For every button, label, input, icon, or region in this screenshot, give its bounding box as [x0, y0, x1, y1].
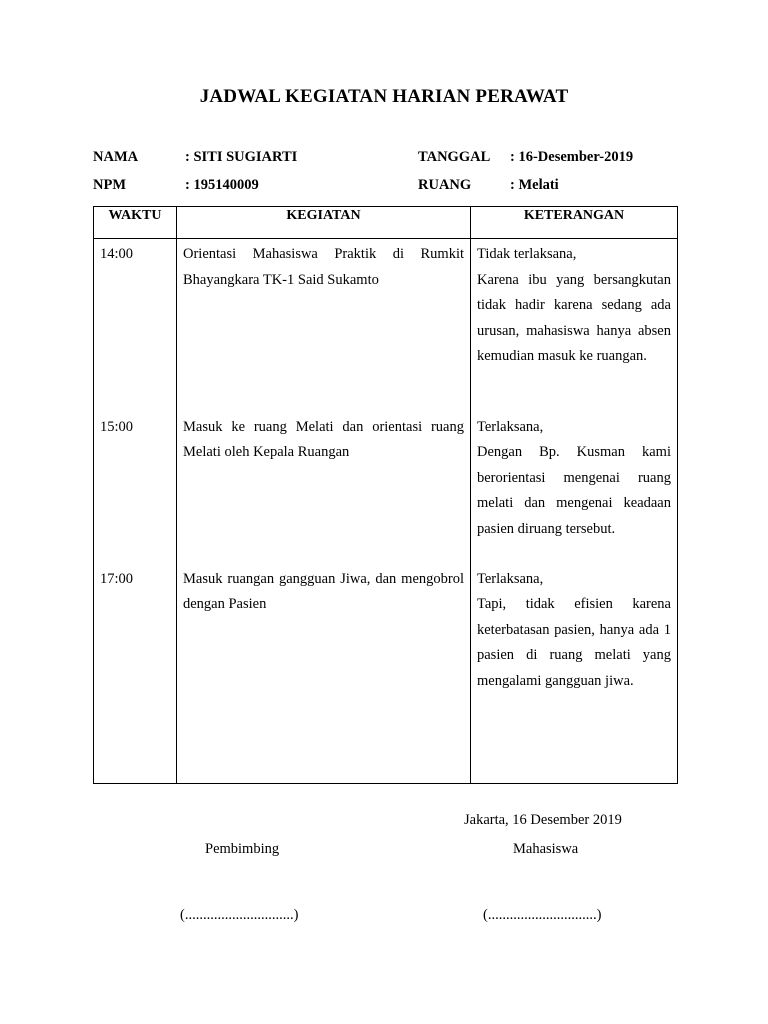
keterangan-status: Terlaksana, [477, 570, 544, 587]
npm-label: NPM [93, 177, 127, 193]
npm-value: : 195140009 [185, 177, 259, 193]
schedule-table [93, 206, 678, 784]
table-header-row [94, 207, 678, 239]
kegiatan-cell: Orientasi Mahasiswa Praktik di Rumkit Bhayangkara TK-1 Said Sukamto [177, 239, 471, 415]
ruang-value: : Melati [510, 177, 559, 193]
keterangan-detail: Karena ibu yang bersangkutan tidak hadir karena sedang ada urusan, mahasiswa hanya absen kemudian masuk ke ruangan. [477, 271, 671, 364]
header-keterangan: KETERANGAN [471, 207, 678, 239]
place-date: Jakarta, 16 Desember 2019 [464, 812, 622, 828]
page-title: JADWAL KEGIATAN HARIAN PERAWAT [199, 86, 569, 107]
ruang-label: RUANG [418, 177, 472, 193]
kegiatan-cell: Masuk ruangan gangguan Jiwa, dan mengobrol dengan Pasien [177, 567, 471, 784]
keterangan-status: Tidak terlaksana, [477, 246, 577, 262]
nama-label: NAMA [93, 149, 139, 165]
tanggal-label: TANGGAL [418, 149, 491, 165]
keterangan-cell [471, 415, 678, 567]
pembimbing-label: Pembimbing [205, 841, 280, 857]
keterangan-status: Terlaksana, [477, 418, 544, 435]
waktu-cell: 15:00 [94, 415, 177, 567]
table-row [94, 415, 678, 567]
mahasiswa-label: Mahasiswa [513, 841, 579, 857]
keterangan-cell [471, 239, 678, 415]
keterangan-cell [471, 567, 678, 784]
kegiatan-cell: Masuk ke ruang Melati dan orientasi ruang Melati oleh Kepala Ruangan [177, 415, 471, 567]
header-waktu: WAKTU [94, 207, 177, 239]
pembimbing-signature-line: (..............................) [180, 907, 299, 923]
waktu-cell: 17:00 [94, 567, 177, 784]
waktu-cell: 14:00 [94, 239, 177, 415]
keterangan-detail: Dengan Bp. Kusman kami berorientasi mengenai ruang melati dan mengenai keadaan pasien diruang tersebut. [477, 444, 671, 537]
header-kegiatan: KEGIATAN [177, 207, 471, 239]
tanggal-value: : 16-Desember-2019 [510, 149, 634, 165]
table-row [94, 239, 678, 415]
mahasiswa-signature-line: (..............................) [483, 907, 602, 923]
table-row [94, 567, 678, 784]
keterangan-detail: Tapi, tidak efisien karena keterbatasan pasien, hanya ada 1 pasien di ruang melati yang mengalami gangguan jiwa. [477, 596, 671, 689]
nama-value: : SITI SUGIARTI [185, 149, 298, 165]
